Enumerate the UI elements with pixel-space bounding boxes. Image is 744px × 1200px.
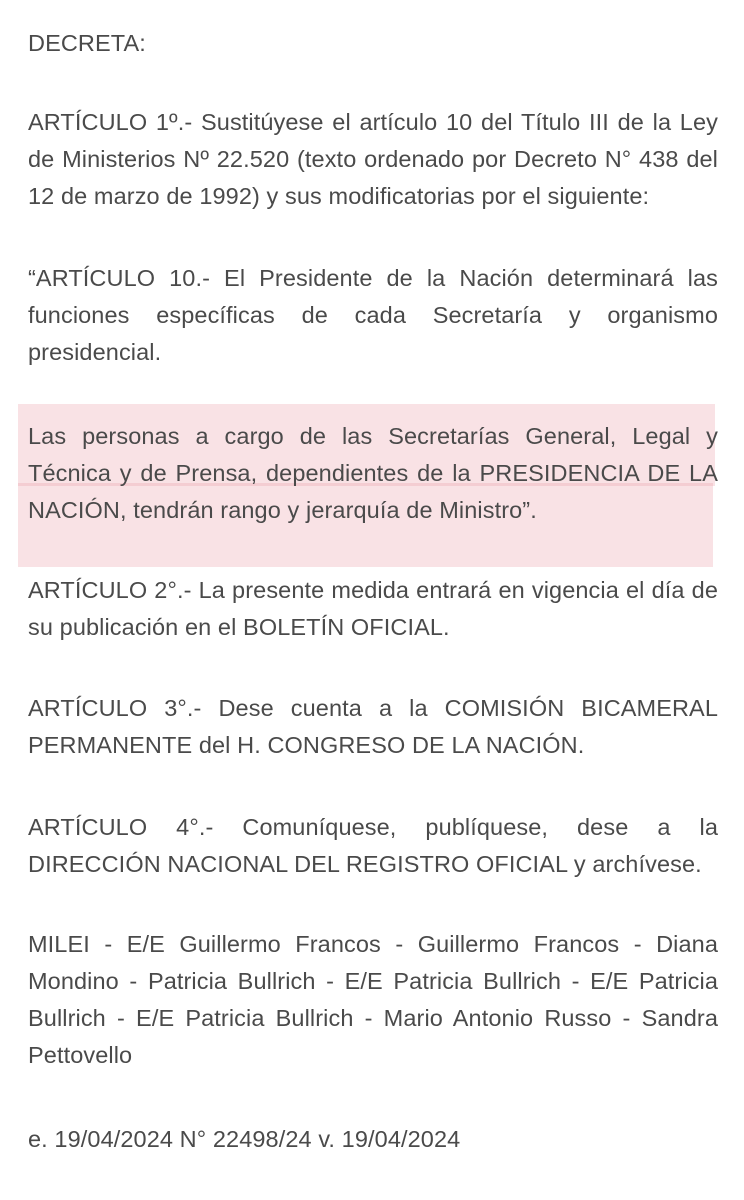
article-2 — [28, 572, 718, 646]
signatures: MILEI - E/E Guillermo Francos - Guillermo Francos - Diana Mondino - Patricia Bullrich - E/E Patricia Bullrich - E/E Patricia Bullrich - E/E Patricia Bullrich - Mario Antonio Russo - Sandra Pettovello — [28, 931, 718, 1068]
article-text: La presente medida entrará en vigencia el día de su publicación en el BOLETÍN OFICIAL. — [28, 577, 718, 640]
article-10-quote — [28, 260, 718, 371]
article-label: ARTÍCULO 1º.- — [28, 109, 193, 135]
article-text: El Presidente de la Nación determinará las funciones específicas de cada Secretaría y organismo presidencial. — [28, 265, 718, 365]
article-text: Sustitúyese el artículo 10 del Título III de la Ley de Ministerios Nº 22.520 (texto ordenado por Decreto N° 438 del 12 de marzo de 1992) y sus modificatorias por el siguiente: — [28, 109, 719, 209]
article-text: Comuníquese, publíquese, dese a la DIRECCIÓN NACIONAL DEL REGISTRO OFICIAL y archívese. — [28, 814, 718, 877]
publication-line: e. 19/04/2024 N° 22498/24 v. 19/04/2024 — [28, 1126, 461, 1152]
article-4 — [28, 809, 718, 883]
article-text: Las personas a cargo de las Secretarías General, Legal y Técnica y de Prensa, dependientes de la PRESIDENCIA DE LA NACIÓN, tendrán rango y jerarquía de Ministro”. — [28, 423, 718, 523]
article-text: Dese cuenta a la COMISIÓN BICAMERAL PERMANENTE del H. CONGRESO DE LA NACIÓN. — [28, 695, 719, 758]
decree-heading: DECRETA: — [28, 30, 146, 56]
article-label: “ARTÍCULO 10.- — [28, 265, 211, 291]
article-label: ARTÍCULO 4°.- — [28, 814, 214, 840]
article-label: ARTÍCULO 2°.- — [28, 577, 192, 603]
highlighted-paragraph — [28, 418, 718, 529]
article-1 — [28, 104, 718, 215]
article-label: ARTÍCULO 3°.- — [28, 695, 202, 721]
article-3 — [28, 690, 718, 764]
